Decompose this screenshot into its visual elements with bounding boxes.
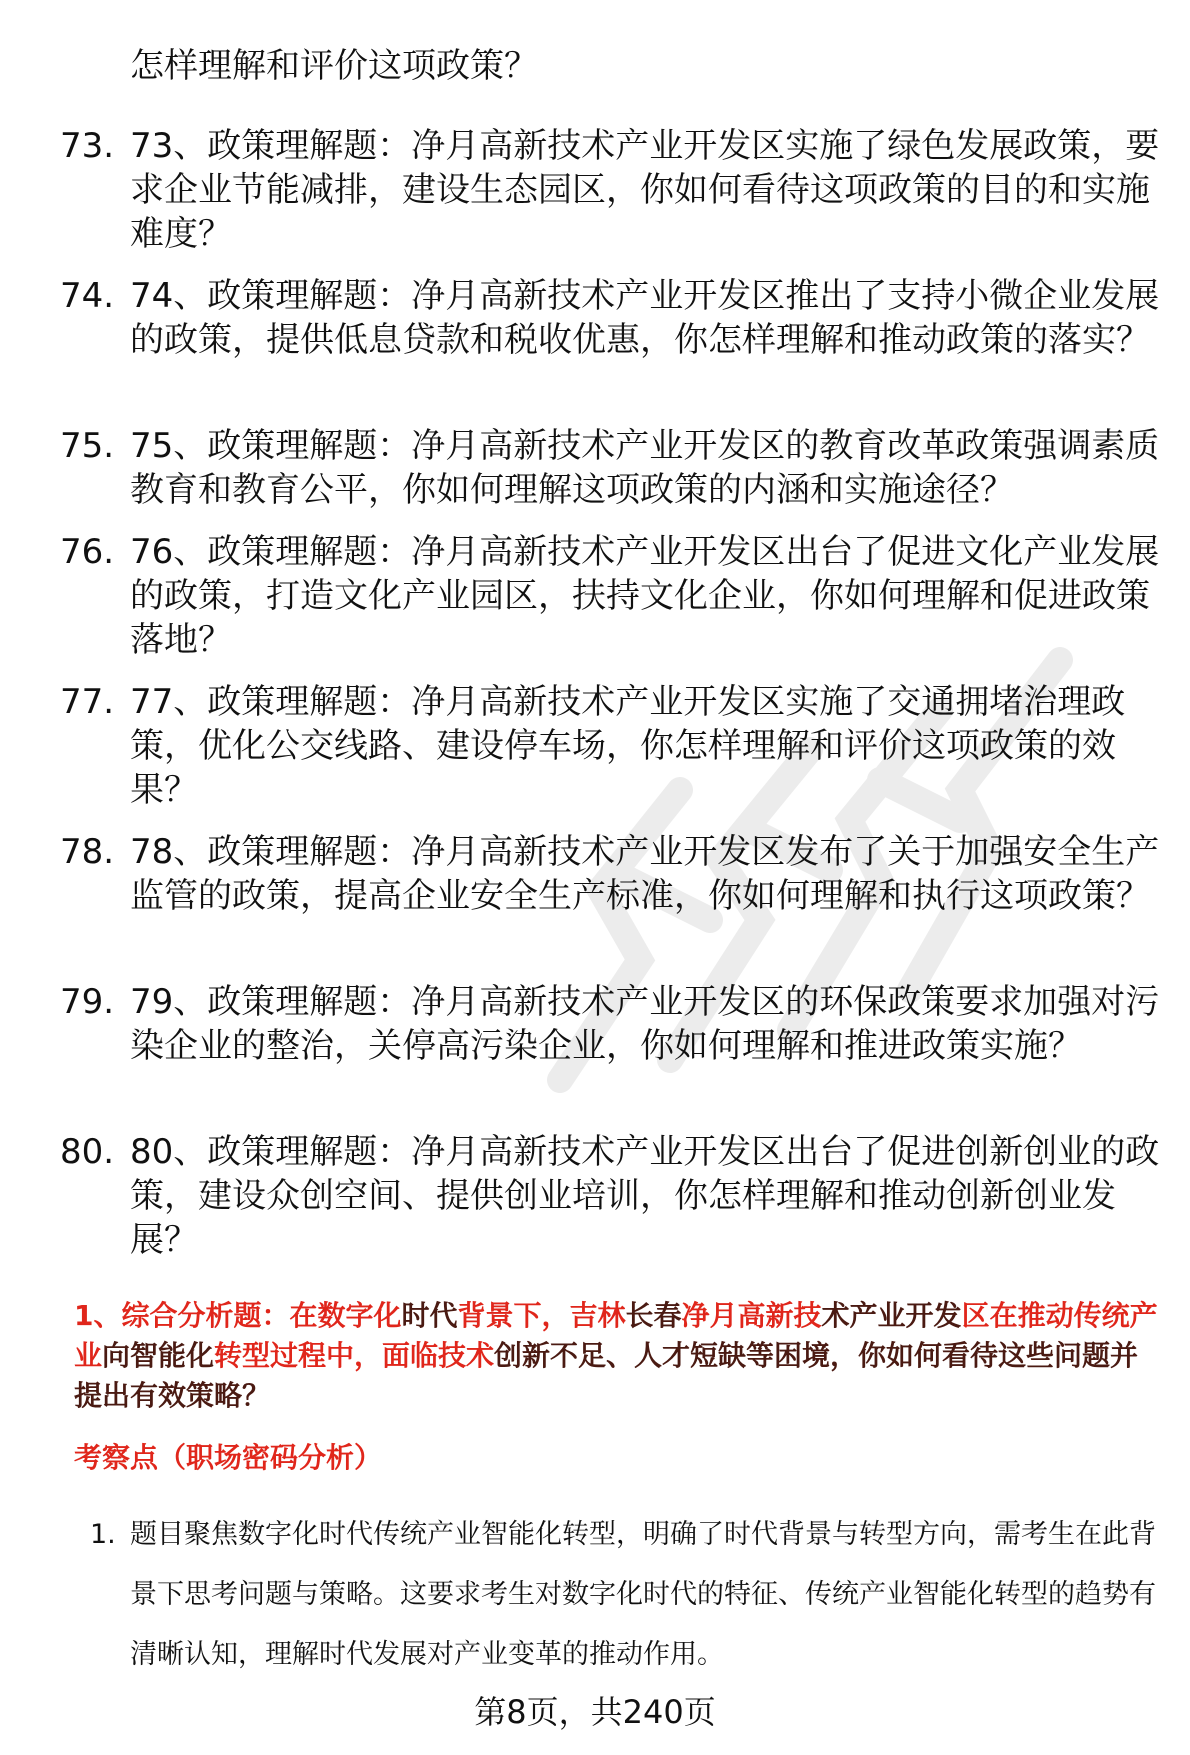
- heading-part: 背景下，吉林: [457, 1299, 626, 1332]
- list-item-number: 74.: [60, 276, 115, 316]
- heading-part: 1、综合分析题：在数字化: [74, 1299, 402, 1332]
- section-question-heading: [74, 1296, 1164, 1416]
- list-item-number: 75.: [60, 426, 115, 466]
- heading-part: 长春: [625, 1299, 682, 1332]
- heading-part: 时代: [401, 1299, 458, 1332]
- list-item-number: 1.: [90, 1519, 116, 1550]
- list-item-text: 78、政策理解题：净月高新技术产业开发区发布了关于加强安全生产监管的政策，提高企业安全生产标准，你如何理解和执行这项政策？: [130, 832, 1160, 916]
- list-item-number: 79.: [60, 982, 115, 1022]
- list-item-text: 77、政策理解题：净月高新技术产业开发区实施了交通拥堵治理政策，优化公交线路、建设停车场，你怎样理解和评价这项政策的效果？: [130, 682, 1126, 810]
- heading-part: 术产业开发: [821, 1299, 962, 1332]
- kaochadian-heading: 考察点（职场密码分析）: [74, 1441, 383, 1474]
- page-footer: 第8页，共240页: [474, 1693, 716, 1731]
- list-item-text: 75、政策理解题：净月高新技术产业开发区的教育改革政策强调素质教育和教育公平，你如何理解这项政策的内涵和实施途径？: [130, 426, 1160, 510]
- list-item-number: 76.: [60, 532, 115, 572]
- heading-part: 创新不足、人才短缺等困境，你如何看待这些问题并提出有效策略？: [74, 1339, 1139, 1412]
- list-item-text: 题目聚焦数字化时代传统产业智能化转型，明确了时代背景与转型方向，需考生在此背景下思考问题与策略。这要求考生对数字化时代的特征、传统产业智能化转型的趋势有清晰认知，理解时代发展对产业变革的推动作用。: [130, 1519, 1156, 1670]
- heading-part: 向智能化: [102, 1339, 215, 1372]
- list-item-number: 80.: [60, 1132, 115, 1172]
- list-item-text: 76、政策理解题：净月高新技术产业开发区出台了促进文化产业发展的政策，打造文化产业园区，扶持文化企业，你如何理解和促进政策落地？: [130, 532, 1160, 660]
- list-item-text: 74、政策理解题：净月高新技术产业开发区推出了支持小微企业发展的政策，提供低息贷款和税收优惠，你怎样理解和推动政策的落实？: [130, 276, 1160, 360]
- heading-part: 净月高新技: [681, 1299, 822, 1332]
- list-item-text: 80、政策理解题：净月高新技术产业开发区出台了促进创新创业的政策，建设众创空间、提供创业培训，你怎样理解和推动创新创业发展？: [130, 1132, 1160, 1260]
- previous-question-continuation: 怎样理解和评价这项政策？: [130, 46, 538, 86]
- list-item-number: 78.: [60, 832, 115, 872]
- heading-part: 区在推动传统产业: [74, 1299, 1158, 1372]
- list-item-text: 73、政策理解题：净月高新技术产业开发区实施了绿色发展政策，要求企业节能减排，建设生态园区，你如何看待这项政策的目的和实施难度？: [130, 126, 1160, 254]
- list-item-number: 77.: [60, 682, 115, 722]
- list-item-text: 79、政策理解题：净月高新技术产业开发区的环保政策要求加强对污染企业的整治，关停高污染企业，你如何理解和推进政策实施？: [130, 982, 1160, 1066]
- heading-part: 转型过程中，面临技术: [214, 1339, 495, 1372]
- list-item-number: 73.: [60, 126, 115, 166]
